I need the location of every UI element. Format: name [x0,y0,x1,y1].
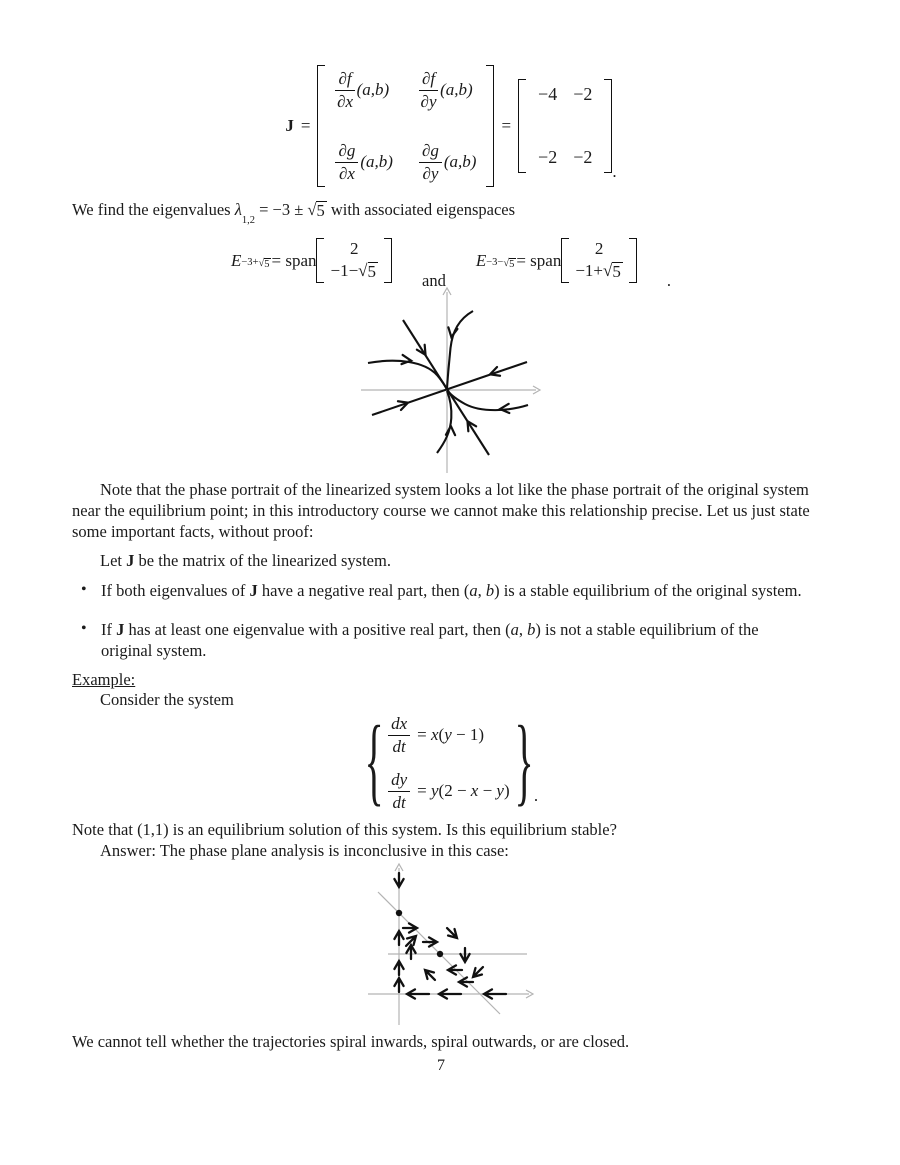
numeric-matrix [518,78,612,174]
jacobian-equation [82,64,820,188]
sqrt-5: √ 5 [307,200,325,221]
matrix-entry: −2 [538,147,558,168]
page-number: 7 [437,1057,445,1075]
figure-phase-plane-analysis [84,862,822,1027]
ode-system-equation [82,709,820,818]
eigenvector: 2 −1− √ 5 [316,237,392,284]
jacobian-cell: $\frac{\partial g}{\partial x}$ (a,b) [335,141,392,183]
phase-plane-svg [358,862,548,1027]
eigenspace-subscript: −3+ √ 5 [241,257,270,271]
eigenvalue-sentence: We find the eigenvalues $\lambda_{1,2} = -3$ ± √ 5 with associated eigenspaces [72,200,516,227]
left-bracket [518,79,526,173]
left-brace: { [364,709,384,818]
eigenspaces-row [82,237,820,291]
period: . [612,162,617,182]
right-bracket [604,79,612,173]
right-bracket [384,238,392,283]
left-bracket [561,238,569,283]
phase-portrait-svg [358,286,548,476]
period: . [666,271,671,291]
bullet-item-unstable: • If J has at least one eigenvalue with a positive real part, then (a, b) is not a stable equilibrium of the original system. [81,620,759,661]
eigenspace-subscript: −3− √ 5 [486,257,515,271]
eigenspace-second: E $_{-3- √ 5}$ = span 2 −1+ √ 5 [476,237,637,284]
ode-row-dx: $\frac{dx}{dt}$ = x(y − 1) [388,714,484,756]
paragraph-let-j: Let J be the matrix of the linearized system. [100,551,391,571]
period: . [533,786,539,806]
eigenspace-first: E $_{-3+ √ 5}$ = span 2 −1− √ 5 [231,237,392,284]
figure-phase-portrait-node [84,286,822,476]
connector-and: and [422,271,446,291]
paragraph-note2: Note that (1,1) is an equilibrium solution of this system. Is this equilibrium stable? [72,820,617,840]
jacobian-cell: $\frac{\partial f}{\partial x}$ (a,b) [337,69,390,111]
right-bracket [486,65,494,187]
lambda-symbol: λ [234,200,242,220]
matrix-entry: −2 [573,84,593,105]
equals-sign: = [300,116,311,136]
paragraph-note1: Note that the phase portrait of the linearized system looks a lot like the phase portrait of the original system near the equilibrium point; in this introductory course we cannot make this relationship precise. Let us just state some important facts, without proof: [72,480,810,541]
bullet-marker: • [81,620,87,638]
equals-sign: = [501,116,512,136]
paragraph-conclusion: We cannot tell whether the trajectories spiral inwards, spiral outwards, or are closed. [72,1032,630,1052]
jacobian-cell: $\frac{\partial f}{\partial y}$ (a,b) [420,69,473,111]
left-bracket [317,65,325,187]
matrix-symbol-J: J [285,116,294,136]
lambda-subscript: 1,2 [241,215,255,227]
right-brace: } [514,709,534,818]
paragraph-consider: Consider the system [100,690,234,710]
example-heading: Example: [72,669,136,689]
eigenvector: 2 −1+ √ 5 [561,237,637,284]
jacobian-cell: $\frac{\partial g}{\partial y}$ (a,b) [419,141,476,183]
bullet-item-stable: • If both eigenvalues of J have a negative real part, then (a, b) is a stable equilibrium of the original system. [81,580,802,600]
matrix-entry: −4 [538,84,558,105]
bullet-marker: • [81,580,87,598]
left-bracket [316,238,324,283]
matrix-entry: −2 [573,147,593,168]
ode-row-dy: $\frac{dy}{dt}$ = y(2 − x − y) [388,770,510,812]
jacobian-matrix [317,64,494,188]
paragraph-answer: Answer: The phase plane analysis is inconclusive in this case: [100,840,509,860]
right-bracket [629,238,637,283]
